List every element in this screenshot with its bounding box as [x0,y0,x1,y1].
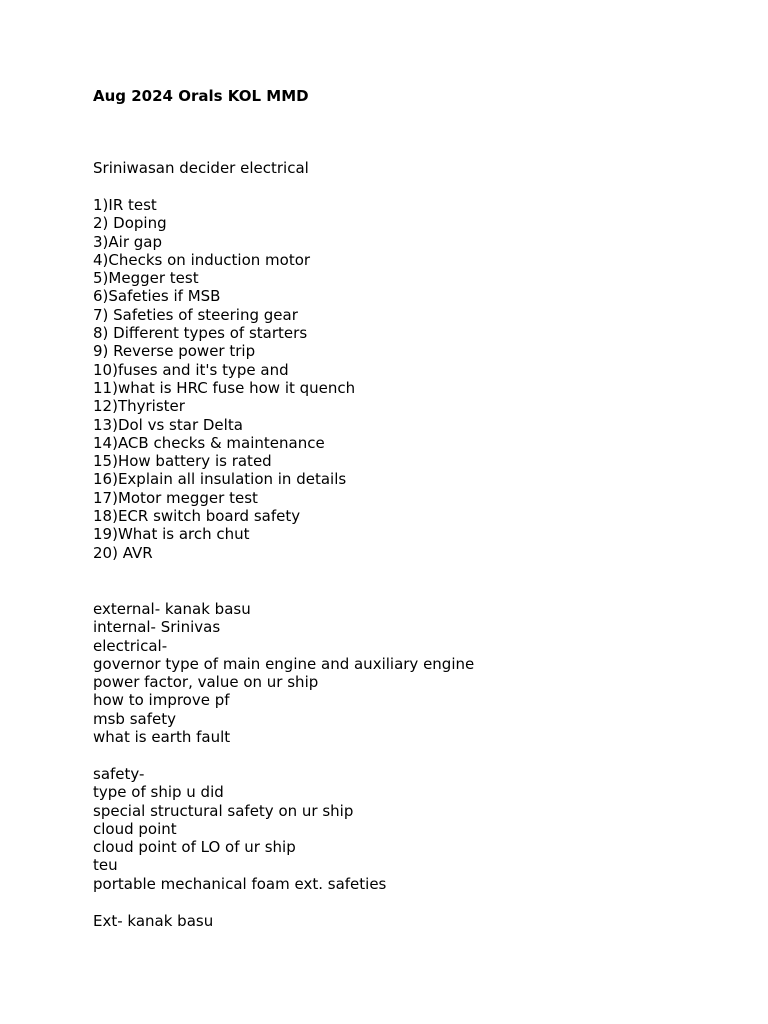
question-item: 16)Explain all insulation in details [93,470,347,489]
electrical-section [93,600,474,746]
question-item: 19)What is arch chut [93,525,250,544]
safety-section [93,765,386,893]
question-item: 1)IR test [93,196,157,214]
section-line: cloud point of LO of ur ship [93,838,296,857]
question-list [93,196,355,562]
section-line: special structural safety on ur ship [93,801,354,820]
question-item: 13)Dol vs star Delta [93,415,243,434]
question-item: 17)Motor megger test [93,488,258,507]
examiner-section [93,159,309,177]
section-line: power factor, value on ur ship [93,673,319,692]
question-item: 11)what is HRC fuse how it quench [93,378,356,397]
document-title: Aug 2024 Orals KOL MMD [93,87,309,105]
question-item: 4)Checks on induction motor [93,250,311,269]
question-item: 6)Safeties if MSB [93,287,221,306]
question-item: 7) Safeties of steering gear [93,305,298,324]
external-section [93,912,213,930]
question-item: 15)How battery is rated [93,452,272,471]
question-item: 2) Doping [93,214,167,233]
section-line: safety- [93,765,145,783]
question-item: 12)Thyrister [93,397,185,416]
examiner-line: Sriniwasan decider electrical [93,159,309,177]
section-line: cloud point [93,819,177,838]
section-line: how to improve pf [93,691,230,710]
section-line: electrical- [93,636,168,655]
question-item: 14)ACB checks & maintenance [93,433,325,452]
question-item: 8) Different types of starters [93,324,308,343]
section-line: Ext- kanak basu [93,912,214,930]
section-line: governor type of main engine and auxiliary engine [93,654,475,673]
question-item: 20) AVR [93,543,153,562]
question-item: 3)Air gap [93,232,162,251]
section-line: msb safety [93,709,176,728]
section-line: teu [93,856,118,875]
section-line: what is earth fault [93,728,231,747]
question-item: 10)fuses and it's type and [93,360,289,379]
question-item: 5)Megger test [93,269,199,288]
question-item: 18)ECR switch board safety [93,507,301,526]
section-line: type of ship u did [93,783,224,802]
section-line: portable mechanical foam ext. safeties [93,874,387,893]
section-line: internal- Srinivas [93,618,221,637]
section-line: external- kanak basu [93,600,251,618]
question-item: 9) Reverse power trip [93,342,256,361]
